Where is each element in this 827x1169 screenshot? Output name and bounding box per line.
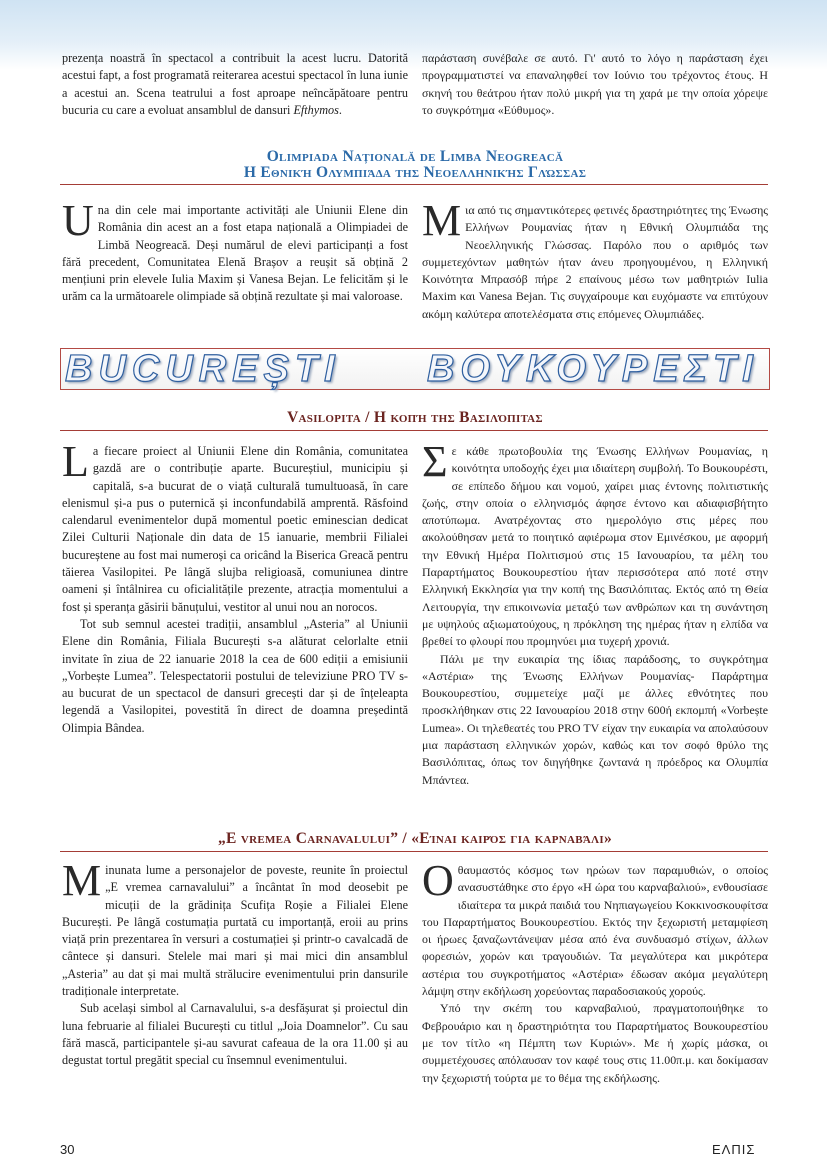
top-text-el — [422, 50, 768, 119]
section3-title: „E vremea Carnavalului” / «Είναι καιρός για καρναβάλι» — [218, 830, 612, 847]
section1-el-body: ια από τις σημαντικότερες φετινές δραστηριότητες της Ένωσης Ελλήνων Ρουμανίας ήταν η Εθνική Ολυμπιάδα της Νεοελληνικής Γλώσσας. Παρόλο που ο αριθμός των συμμετεχόντων μαθητών ήταν άνευ προηγουμένου, η Ελληνική Κοινότητα Μπρασόβ πήρε 2 επαίνους μέσω των μαθητριών Iulia Maxim και Vanesa Bejan. Τις συγχαίρουμε και ευχόμαστε να επιτύχουν ακόμη καλύτερα αποτελέσματα στις επόμενες Ολυμπιάδες. — [422, 203, 768, 321]
section3-text-el — [422, 856, 768, 1087]
magazine-name: ΕΛΠΙΣ — [712, 1142, 756, 1157]
section3-el-p1: θαυμαστός κόσμος των ηρώων των παραμυθιών, ο οποίος ανασυστάθηκε στο έργο «Η ώρα του καρναβαλιού», ενθουσίασε ιδιαίτερα τα μικρά παιδιά του Νηπιαγωγείου Κοκκινοσκουφίτσα του Παραρτήματος Βουκουρεστίου. Εκτός την ξεχωριστή μεταμφίεση οι ήρωες ξαναζωντάνεψαν μέσα από ένα συνδυασμό στίχων, άλλων φορεσιών, χορών και τραγουδιών. Τα μεγαλύτερα και μικρότερα αστέρια του συγκροτήματος «Αστέρια» έδωσαν ακόμα μεγαλύτερη λάμψη στην εκδήλωση χορεύοντας παραδοσιακούς χορούς. — [422, 863, 768, 999]
top-ro-body: prezența noastră în spectacol a contribuit la acest lucru. Datorită acestui fapt, a fost programată reiterarea acestui spectacol în luna iunie a acestui an. Scena teatrului a fost aproape neîncăpătoare pentru bucuria cu care a evoluat ansamblul de dansuri — [62, 51, 408, 117]
section3-el-p2: Υπό την σκέπη του καρναβαλιού, πραγματοποιήθηκε το Φεβρουάριο και η δραστηριότητα του Παραρτήματος Βουκουρεστίου με τον τίτλο «η Πέμπτη των Κυριών». Με ή χωρίς μάσκα, οι συμμετέχουσες απόλαυσαν τον καφέ τους στις 11.00π.μ. και δοκίμασαν την ξεχωριστή τούρτα με το θέμα της εκδήλωσης. — [422, 1001, 768, 1085]
banner-ro: BUCUREȘTI — [65, 348, 341, 390]
section2-el-p1: ε κάθε πρωτοβουλία της Ένωσης Ελλήνων Ρουμανίας, η κοινότητα υποδοχής έχει μια ιδιαίτερη συμβολή. Το Βουκουρέστι, σε επίπεδο δήμου και νομού, χαίρει μιας έντονης πολιτιστικής ζωής, στην οποία ο ελληνισμός άφησε έντονο και αδιαφισβήτητο αποτύπωμα. Ανατρέχοντας στο ημερολόγιο στις μέρες που ακολούθησαν μετά το ποιητικό αφιέρωμα στον Εμινέσκου, με αφορμή την Εθνική Ημέρα Πολιτισμού στις 15 Ιανουαρίου, τα μέλη του Παραρτήματος Βουκουρεστίου ήταν περισσότερα από ποτέ στην Ελληνική Εκκλησία για την κοπή της Βασιλόπιτας. Εκτός από τη Θεία Λειτουργία, την επικοινωνία μεταξύ των ανθρώπων και τη συνάντηση με υψηλούς αξιωματούχους, η πρόκληση της ημέρας ήταν η ελπίδα να βρεθεί το φλουρί που προμηνύει μια τυχερή χρονιά. — [422, 444, 768, 649]
top-ro-emphasis: Efthymos — [293, 102, 339, 117]
section1-title-ro: Olimpiada Națională de Limba Neogreacă — [266, 148, 564, 165]
section1-text-el — [422, 196, 768, 323]
dropcap-u: U — [62, 196, 94, 245]
top-ro-end: . — [338, 102, 342, 117]
dropcap-sigma: Σ — [422, 437, 448, 486]
section1-title-el: Η Εθνική Ολυμπιάδα της Νεοελληνικής Γλώσσας — [243, 164, 587, 181]
section1-text-ro — [62, 196, 408, 306]
section3-ro-p2: Sub același simbol al Carnavalului, s-a desfășurat și proiectul din luna februarie al filialei București cu titlul „Joia Doamnelor”. Cu sau fără mască, participantele și-au savurat cafeaua de la ora 11.00 și au degustat tortul pregătit special cu însemnul evenimentului. — [62, 1001, 408, 1068]
section2-text-ro — [62, 437, 408, 737]
section2-text-el — [422, 437, 768, 789]
section3-text-ro — [62, 856, 408, 1070]
dropcap-m-greek: Μ — [422, 196, 462, 245]
page-number: 30 — [60, 1142, 75, 1157]
dropcap-m: M — [62, 856, 102, 905]
section2-el-p2: Πάλι με την ευκαιρία της ίδιας παράδοσης, το συγκρότημα «Αστέρια» της Ένωσης Ελλήνων Ρουμανίας- Παράρτημα Βουκουρεστίου, συμμετείχε μαζί με άλλες εθνότητες που προσκλήθηκαν στις 22 Ιανουαρίου 2018 στην 600ή εκπομπή «Vorbește Lumea». Οι τηλεθεατές του PRO TV είχαν την ευκαιρία να απολαύσουν μια παράσταση ελληνικών χορών, καθώς και τον σοφό θρύλο της Βασιλόπιτας, όπως τον διηγήθηκε ζωντανά η πρόεδρος κα Ολυμπία Μπάντεα. — [422, 651, 768, 787]
city-banner — [60, 348, 770, 390]
dropcap-omicron: Ο — [422, 856, 454, 905]
banner-el: ΒΟΥΚΟΥΡΕΣΤΙ — [427, 348, 759, 390]
section2-ro-p1: a fiecare proiect al Uniunii Elene din România, comunitatea gazdă are o contribuție aparte. Bucureștiul, municipiu și capitală, s-a bucurat de o viață culturală tumultuoasă, în care elenismul și-a pus o puternică și inconfundabilă amprentă. Răsfoind calendarul evenimentelor după momentul poetic eminescian dedicat Zilei Culturii Naționale din data de 15 ianuarie, membrii Filialei bucureștene au fost mai numeroși ca oricând la Biserica Greacă pentru tăierea Vasilopitei. Pe lângă slujba religioasă, comuniunea dintre oameni și întâlnirea cu oficialitățile prezente, atracția momentului a fost și speranța găsirii bănuțului, vestitor al unui nou an norocos. — [62, 444, 408, 614]
dropcap-l: L — [62, 437, 89, 486]
section2-rule — [60, 430, 768, 431]
section2-title: Vasilopita / Η κοπή της Βασιλόπιτας — [287, 409, 543, 426]
section3-ro-p1: inunata lume a personajelor de poveste, reunite în proiectul „E vremea carnavalului” a încântat în mod deosebit pe micuții de la grădinița Scufița Roșie a Filialei Elene București. Pe lângă costumația purtată cu importanță, eroii au prins viață prin prezentarea în versuri a costumației și printr-o cavalcadă de cântece și dansuri. Stelele mai mari și mai mici din ansamblul „Asteria” au dat și mai multă strălucire evenimentului prin dansurile tradiționale interpretate. — [62, 863, 408, 999]
section3-rule — [60, 851, 768, 852]
section1-ro-body: na din cele mai importante activități ale Uniunii Elene din România din acest an a fost etapa națională a Olimpiadei de Limbă Neogreacă. Deși numărul de elevi participanți a fost fără precedent, Comunitatea Elenă Brașov a reușit să obțină 2 mențiuni prin elevele Iulia Maxim și Vanesa Bejan. Le felicităm și le urăm ca la următoarele olimpiade să obțină rezultate și mai valoroase. — [62, 203, 408, 304]
top-text-ro — [62, 50, 408, 119]
section1-rule — [60, 184, 768, 185]
section2-ro-p2: Tot sub semnul acestei tradiții, ansamblul „Asteria” al Uniunii Elene din România, Filiala București s-a alăturat celorlalte etnii invitate în ziua de 22 ianuarie 2018 la cea de 600 ediții a emisiunii „Vorbește Lumea”. Telespectatorii postului de televiziune PRO TV s-au bucurat de un spectacol de dansuri grecești dar și de înțeleapta legendă a Vasilopitei, povestită în direct de doamna președintă Olimpia Bândea. — [62, 616, 408, 735]
top-el-body: παράσταση συνέβαλε σε αυτό. Γι' αυτό το λόγο η παράσταση έχει προγραμματιστεί να επαναληφθεί τον Ιούνιο του τρέχοντος έτους. Η σκηνή του θεάτρου ήταν πολύ μικρή για τη χαρά με την οποία χόρεψε το συγκρότημα «Εύθυμος». — [422, 51, 768, 117]
